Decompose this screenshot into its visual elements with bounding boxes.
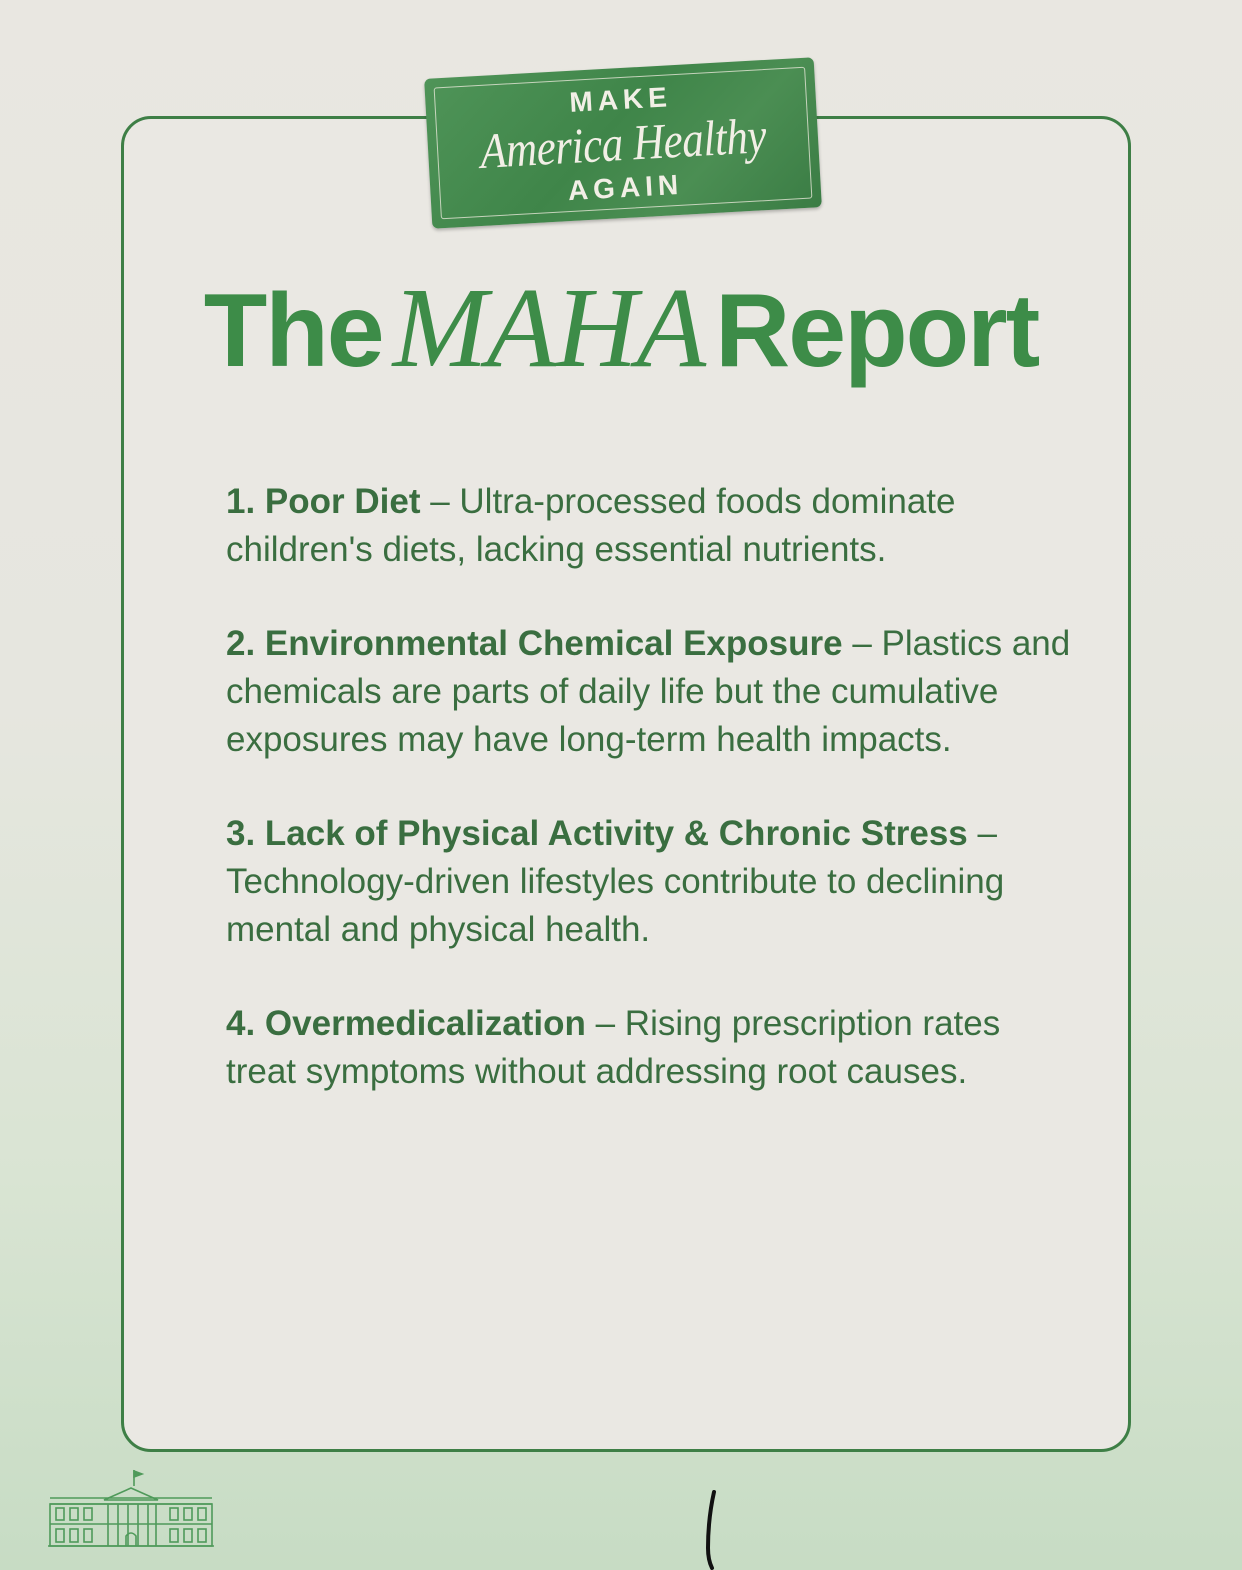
item-body: – Plastics and chemicals are parts of daily life but the cumulative exposures may have long-term health impacts. — [226, 624, 1071, 759]
white-house-icon — [46, 1468, 216, 1550]
pen-stroke-mark — [700, 1490, 724, 1570]
badge-bottom-text: AGAIN — [567, 168, 684, 207]
title-emphasis: MAHA — [392, 264, 706, 391]
badge-top-text: MAKE — [568, 81, 673, 118]
report-items — [226, 478, 1076, 1142]
maha-badge — [424, 57, 822, 229]
badge-script-text: America Healthy — [478, 107, 768, 179]
item-body: – Ultra-processed foods dominate children's diets, lacking essential nutrients. — [226, 482, 956, 569]
list-item — [226, 478, 1076, 574]
item-heading: 3. Lack of Physical Activity & Chronic Stress — [226, 814, 968, 853]
item-body: – Technology-driven lifestyles contribute to declining mental and physical health. — [226, 814, 1005, 949]
title-pre: The — [203, 273, 383, 389]
page-title — [0, 262, 1242, 394]
list-item — [226, 620, 1076, 764]
list-item — [226, 810, 1076, 954]
item-heading: 1. Poor Diet — [226, 482, 421, 521]
item-heading: 2. Environmental Chemical Exposure — [226, 624, 843, 663]
list-item — [226, 1000, 1076, 1096]
item-heading: 4. Overmedicalization — [226, 1004, 586, 1043]
title-post: Report — [715, 273, 1039, 389]
item-body: – Rising prescription rates treat symptoms without addressing root causes. — [226, 1004, 1001, 1091]
